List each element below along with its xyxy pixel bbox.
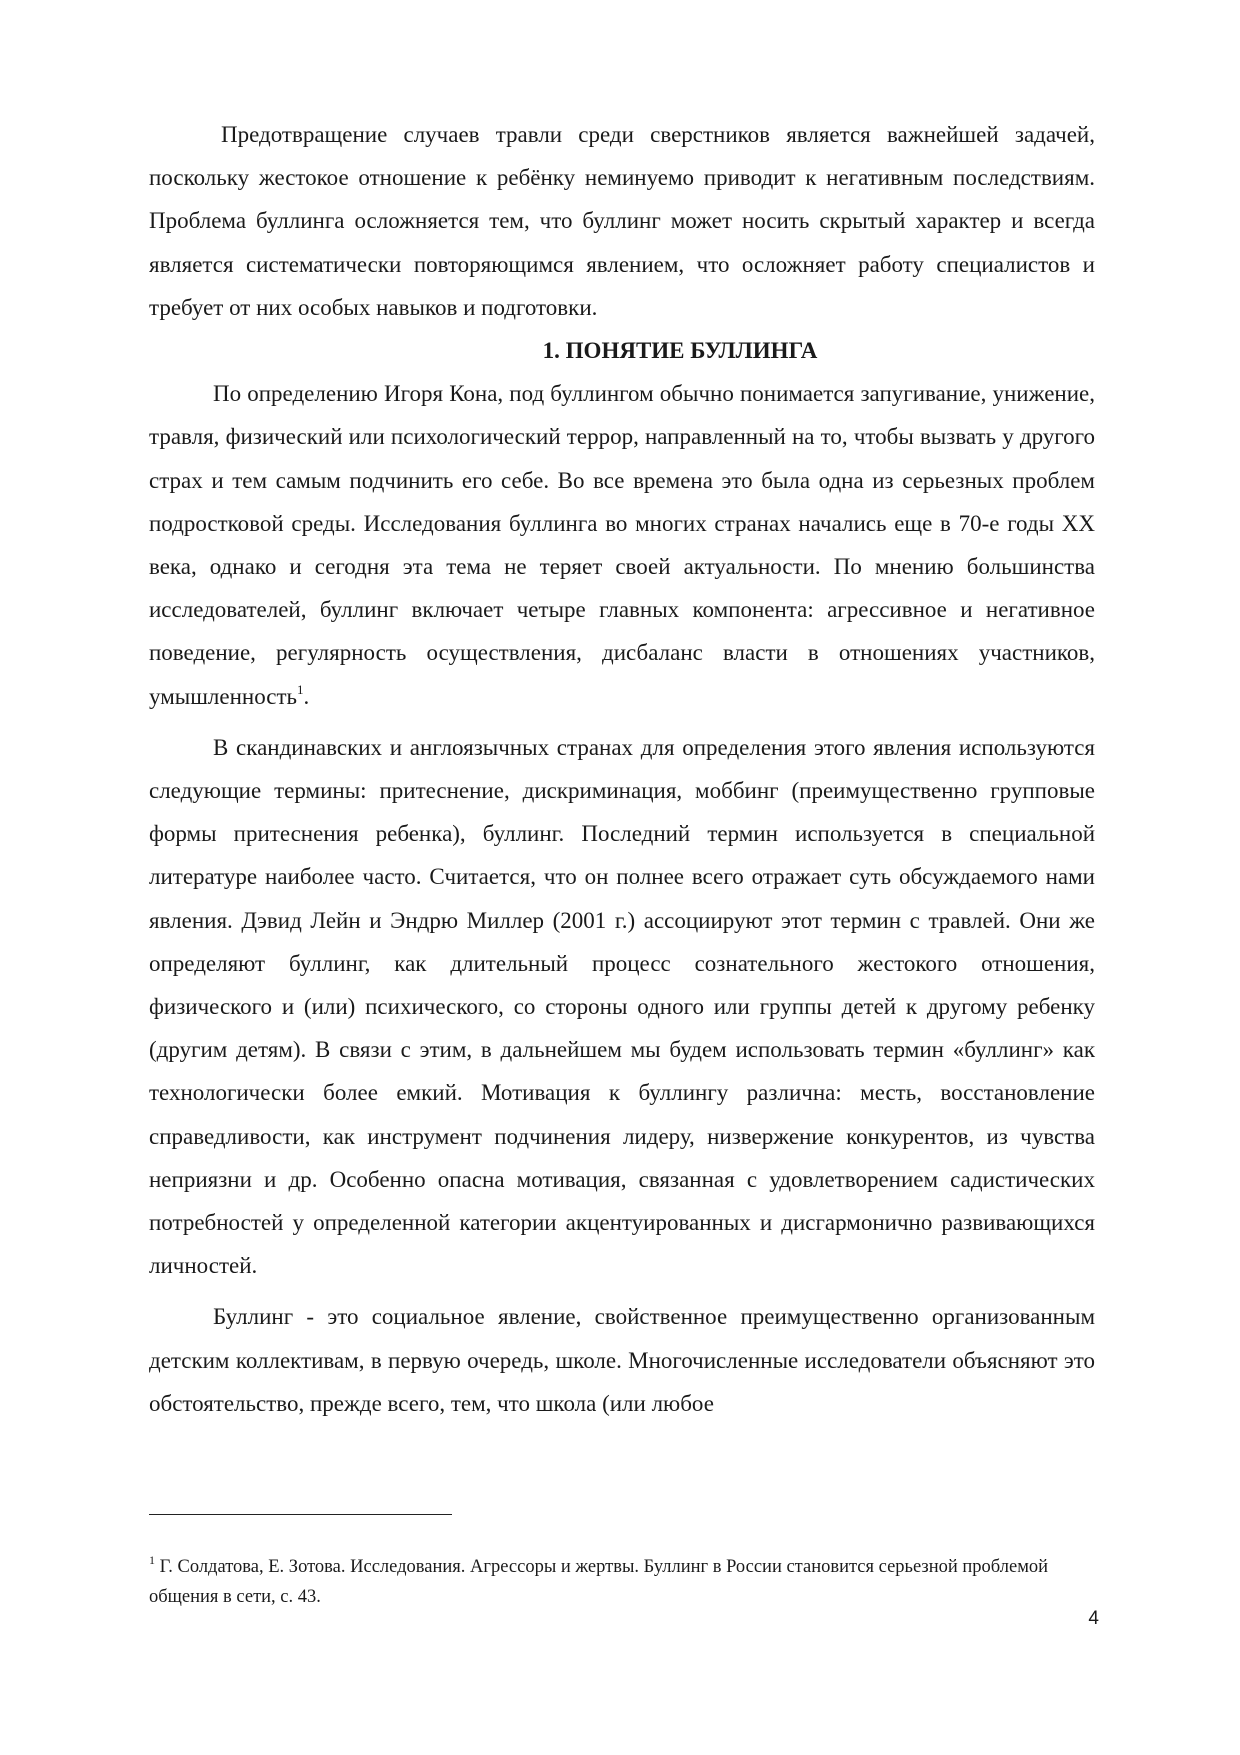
footnote-reference[interactable]: 1	[297, 681, 304, 697]
body-text	[149, 113, 1095, 1425]
section-heading: 1. ПОНЯТИЕ БУЛЛИНГА	[542, 338, 818, 364]
footnote-text: Г. Солдатова, Е. Зотова. Исследования. Агрессоры и жертвы. Буллинг в России становится серьезной проблемой общения в сети, с. 43.	[149, 1557, 1049, 1607]
intro-paragraph: Предотвращение случаев травли среди сверстников является важнейшей задачей, поскольку жестокое отношение к ребёнку неминуемо приводит к негативным последствиям. Проблема буллинга осложняется тем, что буллинг может носить скрытый характер и всегда является систематически повторяющимся явлением, что осложняет работу специалистов и требует от них особых навыков и подготовки.	[149, 122, 1095, 320]
paragraph-terms: В скандинавских и англоязычных странах для определения этого явления используются следующие термины: притеснение, дискриминация, моббинг (преимущественно групповые формы притеснения ребенка), буллинг. Последний термин используется в специальной литературе наиболее часто. Считается, что он полнее всего отражает суть обсуждаемого нами явления. Дэвид Лейн и Эндрю Миллер (2001 г.) ассоциируют этот термин с травлей. Они же определяют буллинг, как длительный процесс сознательного жестокого отношения, физического и (или) психического, со стороны одного или группы детей к другому ребенку (другим детям). В связи с этим, в дальнейшем мы будем использовать термин «буллинг» как технологически более емкий. Мотивация к буллингу различна: месть, восстановление справедливости, как инструмент подчинения лидеру, низвержение конкурентов, из чувства неприязни и др. Особенно опасна мотивация, связанная с удовлетворением садистических потребностей у определенной категории акцентуированных и дисгармонично развивающихся личностей.	[149, 734, 1095, 1279]
paragraph-social-phenomenon: Буллинг - это социальное явление, свойственное преимущественно организованным детским коллективам, в первую очередь, школе. Многочисленные исследователи объясняют это обстоятельство, прежде всего, тем, что школа (или любое	[149, 1304, 1095, 1416]
paragraph-definition-text: По определению Игоря Кона, под буллингом обычно понимается запугивание, унижение, травля, физический или психологический террор, направленный на то, чтобы вызвать у другого страх и тем самым подчинить его себе. Во все времена это была одна из серьезных проблем подростковой среды. Исследования буллинга во многих странах начались еще в 70-е годы XX века, однако и сегодня эта тема не теряет своей актуальности. По мнению большинства исследователей, буллинг включает четыре главных компонента: агрессивное и негативное поведение, регулярность осуществления, дисбаланс власти в отношениях участников, умышленность	[149, 381, 1095, 709]
paragraph-definition	[149, 372, 1095, 718]
page-number: 4	[1088, 1608, 1099, 1629]
footnote-number: 1	[149, 1553, 155, 1567]
footnote-divider	[149, 1514, 452, 1515]
paragraph-definition-end: .	[303, 683, 310, 709]
footnote	[149, 1552, 1095, 1612]
